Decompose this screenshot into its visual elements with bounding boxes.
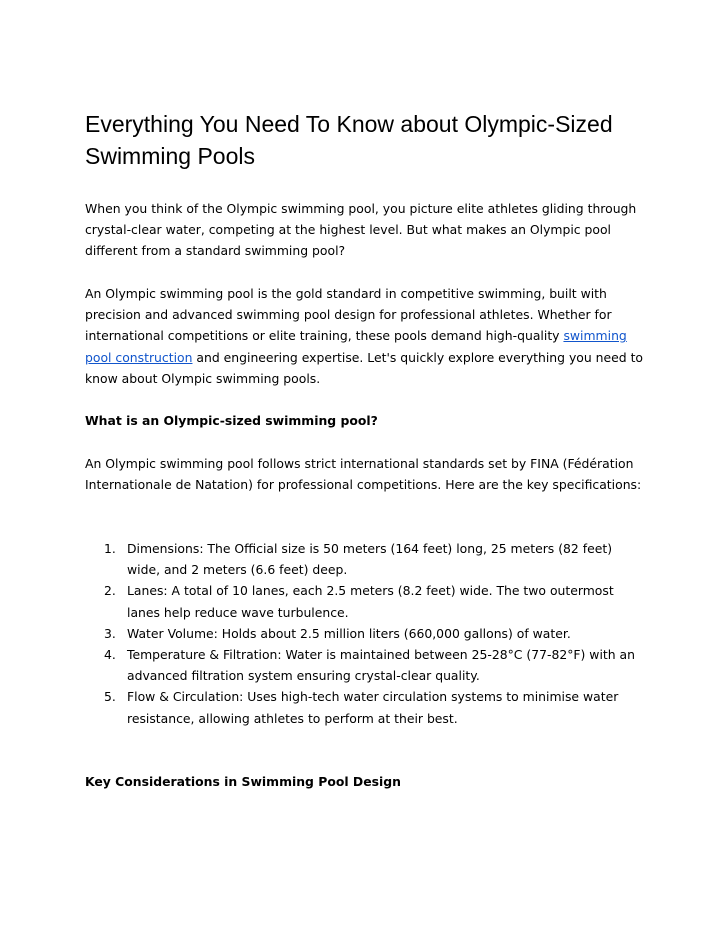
- list-item-number: 1.: [104, 541, 116, 556]
- list-item-number: 4.: [104, 647, 116, 663]
- list-item-number: 2.: [104, 583, 116, 599]
- specifications-intro-paragraph: An Olympic swimming pool follows strict international standards set by FINA (Fédération Internationale de Natation) for professional competitions. Here are the key specifications:: [85, 456, 642, 493]
- list-item: [85, 623, 645, 644]
- construction-paragraph: [85, 283, 645, 389]
- list-item: [85, 580, 645, 622]
- construction-paragraph-text-after: and engineering expertise. Let's quickly explore everything you need to know about Olympic swimming pools.: [85, 349, 644, 386]
- section-heading-olympic-pool: What is an Olympic-sized swimming pool?: [85, 413, 378, 428]
- list-item-text: Water Volume: Holds about 2.5 million liters (660,000 gallons) of water.: [127, 625, 571, 641]
- page-title: Everything You Need To Know about Olympic-Sized Swimming Pools: [85, 111, 613, 169]
- construction-paragraph-text-before: An Olympic swimming pool is the gold standard in competitive swimming, built with precision and advanced swimming pool design for professional athletes. Whether for international competitions or elite training, these pools demand high-quality: [85, 286, 612, 344]
- list-item-text: Lanes: A total of 10 lanes, each 2.5 meters (8.2 feet) wide. The two outermost lanes help reduce wave turbulence.: [127, 583, 614, 620]
- list-item-text: Dimensions: The Official size is 50 meters (164 feet) long, 25 meters (82 feet) wide, and 2 meters (6.6 feet) deep.: [127, 541, 613, 578]
- list-item-number: 5.: [104, 689, 116, 705]
- swimming-pool-construction-link[interactable]: swimming pool construction: [85, 328, 627, 365]
- list-item: [85, 538, 645, 580]
- section-heading-pool-design: Key Considerations in Swimming Pool Design: [85, 774, 401, 789]
- list-item: [85, 644, 645, 686]
- list-item: [85, 686, 645, 728]
- list-item-number: 3.: [104, 625, 116, 641]
- intro-paragraph: When you think of the Olympic swimming pool, you picture elite athletes gliding through crystal-clear water, competing at the highest level. But what makes an Olympic pool different from a standard swimming pool?: [85, 201, 637, 259]
- specifications-list: [85, 538, 645, 729]
- list-item-text: Flow & Circulation: Uses high-tech water circulation systems to minimise water resistance, allowing athletes to perform at their best.: [127, 689, 619, 726]
- list-item-text: Temperature & Filtration: Water is maintained between 25-28°C (77-82°F) with an advanced filtration system ensuring crystal-clear quality.: [127, 647, 635, 684]
